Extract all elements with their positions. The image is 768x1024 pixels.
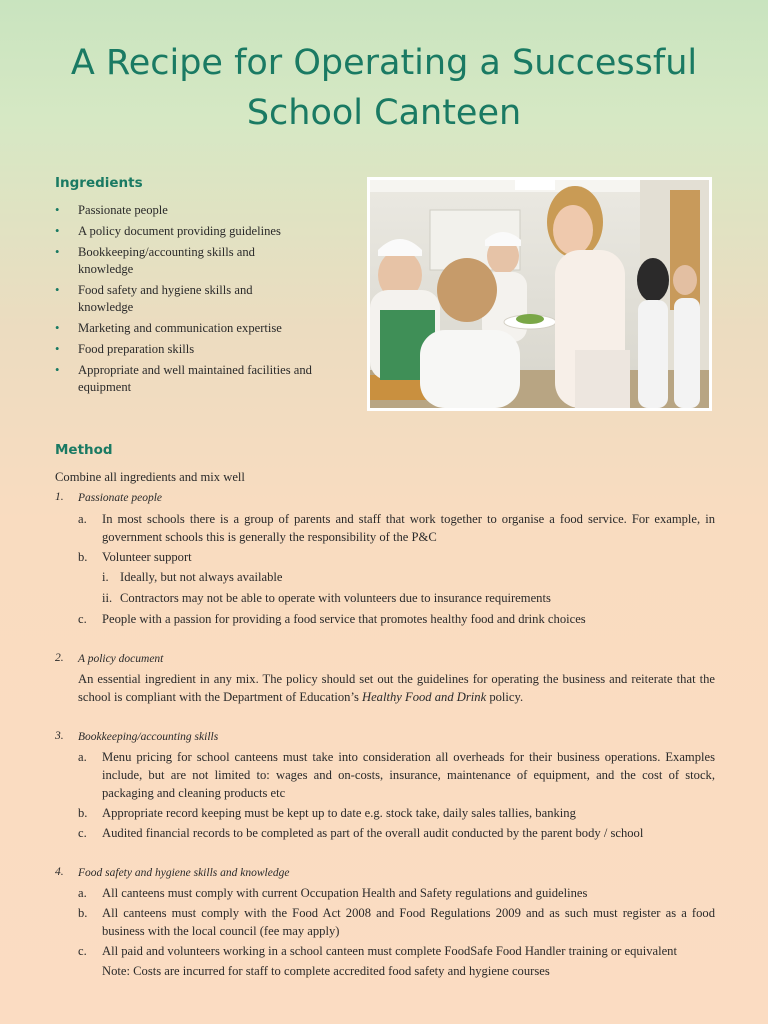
list-item: a. Menu pricing for school canteens must take into consideration all overheads for their business operations. Examples include, but are not limited to: wages and on-costs, insurance, maintenance of equipment, and the cost of stock, packaging and cleaning products etc xyxy=(78,750,715,800)
list-item: c. People with a passion for providing a food service that promotes healthy food and drink choices xyxy=(78,612,586,626)
list-item: b. Appropriate record keeping must be kept up to date e.g. stock take, daily sales tallies, banking xyxy=(78,806,576,820)
section-3-heading: 3. Bookkeeping/accounting skills xyxy=(55,730,219,743)
list-item: • Marketing and communication expertise xyxy=(55,321,282,335)
method-section xyxy=(55,468,715,980)
ingredients-heading: Ingredients xyxy=(55,175,143,191)
list-item: c. Audited financial records to be completed as part of the overall audit conducted by the parent body / school xyxy=(78,826,644,840)
page-title xyxy=(0,38,768,138)
list-item: a. All canteens must comply with current Occupation Health and Safety regulations and guidelines xyxy=(78,886,588,900)
list-item: b. All canteens must comply with the Food Act 2008 and Food Regulations 2009 and as such must register as a food business with the local council (fee may apply) xyxy=(78,906,715,938)
list-item: a. In most schools there is a group of parents and staff that work together to organise a food service. For example, in government schools this is generally the responsibility of the P&C xyxy=(78,512,715,544)
section-4-heading: 4. Food safety and hygiene skills and knowledge xyxy=(55,866,290,879)
title-line-2: School Canteen xyxy=(246,93,522,133)
method-intro: Combine all ingredients and mix well xyxy=(55,470,245,484)
section-4-note: Note: Costs are incurred for staff to complete accredited food safety and hygiene courses xyxy=(102,964,550,978)
list-item: • Bookkeeping/accounting skills and knowledge xyxy=(55,245,255,276)
bullet-icon: • xyxy=(55,283,60,297)
bullet-icon: • xyxy=(55,245,60,259)
section-2-text: An essential ingredient in any mix. The policy should set out the guidelines for operating the business and reiterate that the school is compliant with the Department of Education’s Healthy Food and Drink policy. xyxy=(78,672,715,704)
list-item: c. All paid and volunteers working in a school canteen must complete FoodSafe Food Handler training or equivalent xyxy=(78,944,677,958)
method-heading: Method xyxy=(55,442,113,458)
bullet-icon: • xyxy=(55,321,60,335)
ingredients-list xyxy=(55,202,355,400)
canteen-photo xyxy=(367,177,712,411)
bullet-icon: • xyxy=(55,203,60,217)
list-item: ii. Contractors may not be able to operate with volunteers due to insurance requirements xyxy=(102,591,551,605)
title-line-1: A Recipe for Operating a Successful xyxy=(70,43,698,83)
list-item: • Appropriate and well maintained facilities and equipment xyxy=(55,363,312,394)
canteen-illustration xyxy=(370,180,709,408)
bullet-icon: • xyxy=(55,363,60,377)
list-item: • Food preparation skills xyxy=(55,342,195,356)
list-item: i. Ideally, but not always available xyxy=(102,570,283,584)
section-2-heading: 2. A policy document xyxy=(55,652,164,665)
bullet-icon: • xyxy=(55,224,60,238)
list-item: • Food safety and hygiene skills and knowledge xyxy=(55,283,253,314)
list-item: • Passionate people xyxy=(55,203,168,217)
section-1-heading: 1. Passionate people xyxy=(55,491,162,504)
list-item: b. Volunteer support xyxy=(78,550,192,564)
bullet-icon: • xyxy=(55,342,60,356)
list-item: • A policy document providing guidelines xyxy=(55,224,281,238)
